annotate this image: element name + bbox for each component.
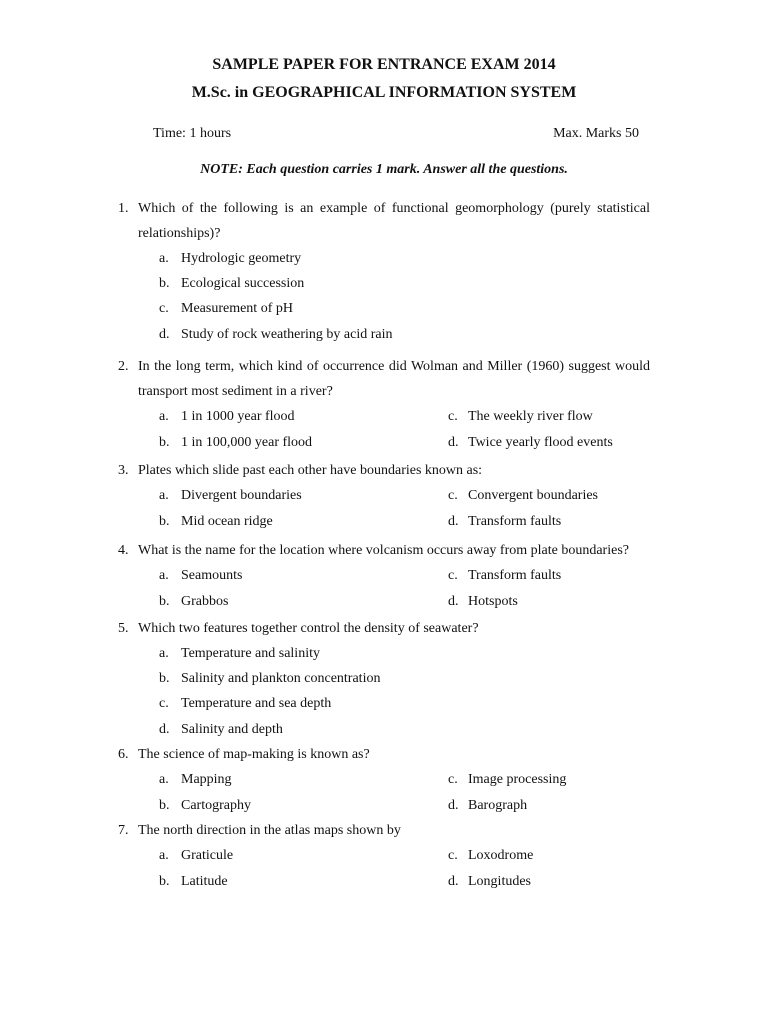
option-text: Twice yearly flood events — [468, 435, 613, 450]
option-letter: c. — [448, 848, 458, 863]
question-3 — [118, 462, 650, 539]
option-letter: c. — [159, 301, 169, 317]
option-b — [118, 670, 650, 695]
option-text: Salinity and plankton concentration — [181, 671, 381, 687]
option-text: Transform faults — [468, 514, 562, 529]
option-text: Graticule — [181, 848, 234, 863]
option-letter: c. — [159, 696, 169, 712]
option-letter: b. — [159, 514, 170, 529]
option-text: Hotspots — [468, 594, 518, 609]
question-number: 1. — [118, 201, 129, 216]
option-text: Image processing — [468, 772, 567, 787]
option-letter: a. — [159, 488, 169, 503]
option-letter: b. — [159, 671, 170, 687]
exam-subtitle: M.Sc. in GEOGRAPHICAL INFORMATION SYSTEM — [191, 84, 577, 101]
option-letter: b. — [159, 874, 170, 889]
option-text: Study of rock weathering by acid rain — [181, 326, 393, 342]
option-text: Temperature and salinity — [181, 646, 320, 661]
time-limit: Time: 1 hours — [153, 126, 232, 141]
question-1 — [118, 200, 650, 351]
question-6 — [118, 746, 650, 823]
option-text: Mid ocean ridge — [181, 514, 273, 529]
question-number: 4. — [118, 543, 129, 558]
exam-title: SAMPLE PAPER FOR ENTRANCE EXAM 2014 — [212, 56, 556, 73]
option-letter: b. — [159, 435, 170, 450]
question-5 — [118, 620, 650, 746]
option-c — [118, 695, 650, 720]
option-letter: d. — [448, 798, 459, 813]
question-number: 2. — [118, 359, 129, 374]
option-text: Loxodrome — [468, 848, 534, 863]
question-text-continued: transport most sediment in a river? — [138, 384, 333, 399]
option-text: Temperature and sea depth — [181, 696, 332, 712]
question-text-continued: relationships)? — [138, 226, 221, 241]
question-text: In the long term, which kind of occurrence did Wolman and Miller (1960) suggest would — [138, 359, 650, 374]
question-text: The science of map-making is known as? — [138, 747, 370, 762]
option-text: Seamounts — [181, 568, 243, 583]
option-text: Hydrologic geometry — [181, 251, 302, 266]
option-letter: d. — [159, 326, 170, 342]
option-text: Barograph — [468, 798, 528, 813]
option-letter: d. — [448, 514, 459, 529]
option-text: Salinity and depth — [181, 721, 283, 737]
option-letter: c. — [448, 409, 458, 424]
question-7 — [118, 822, 650, 899]
option-letter: b. — [159, 276, 170, 292]
option-letter: d. — [448, 594, 459, 609]
option-letter: a. — [159, 568, 169, 583]
max-marks: Max. Marks 50 — [553, 126, 639, 141]
option-text: 1 in 100,000 year flood — [181, 435, 313, 450]
option-letter: a. — [159, 646, 169, 661]
option-text: Mapping — [181, 772, 232, 787]
option-letter: a. — [159, 409, 169, 424]
option-text: Convergent boundaries — [468, 488, 598, 503]
option-text: Divergent boundaries — [181, 488, 302, 503]
question-number: 7. — [118, 823, 129, 838]
option-letter: a. — [159, 848, 169, 863]
option-text: Transform faults — [468, 568, 562, 583]
question-number: 6. — [118, 747, 129, 762]
question-text: Plates which slide past each other have boundaries known as: — [138, 463, 483, 478]
question-4 — [118, 542, 650, 619]
option-text: 1 in 1000 year flood — [181, 409, 295, 424]
option-text: The weekly river flow — [468, 409, 593, 424]
option-letter: c. — [448, 488, 458, 503]
option-letter: d. — [159, 721, 170, 737]
option-letter: b. — [159, 798, 170, 813]
option-letter: a. — [159, 251, 169, 266]
option-d — [118, 721, 650, 746]
option-letter: d. — [448, 435, 459, 450]
option-b — [118, 275, 650, 300]
option-letter: c. — [448, 772, 458, 787]
option-c — [118, 300, 650, 325]
option-d — [118, 326, 650, 351]
option-letter: a. — [159, 772, 169, 787]
option-letter: d. — [448, 874, 459, 889]
option-letter: c. — [448, 568, 458, 583]
question-number: 3. — [118, 463, 129, 478]
exam-note: NOTE: Each question carries 1 mark. Answer all the questions. — [200, 162, 568, 177]
question-text: Which of the following is an example of functional geomorphology (purely statistical — [138, 201, 650, 216]
question-text: What is the name for the location where volcanism occurs away from plate boundaries? — [138, 543, 629, 558]
question-2 — [118, 358, 650, 460]
option-text: Grabbos — [181, 594, 229, 609]
option-text: Latitude — [181, 874, 228, 889]
option-text: Ecological succession — [181, 276, 305, 292]
question-number: 5. — [118, 621, 129, 636]
question-text: The north direction in the atlas maps shown by — [138, 823, 401, 838]
option-letter: b. — [159, 594, 170, 609]
option-text: Cartography — [181, 798, 251, 813]
option-text: Measurement of pH — [181, 301, 293, 317]
option-text: Longitudes — [468, 874, 531, 889]
option-a — [118, 250, 650, 275]
option-a — [118, 645, 650, 670]
question-text: Which two features together control the density of seawater? — [138, 621, 479, 636]
